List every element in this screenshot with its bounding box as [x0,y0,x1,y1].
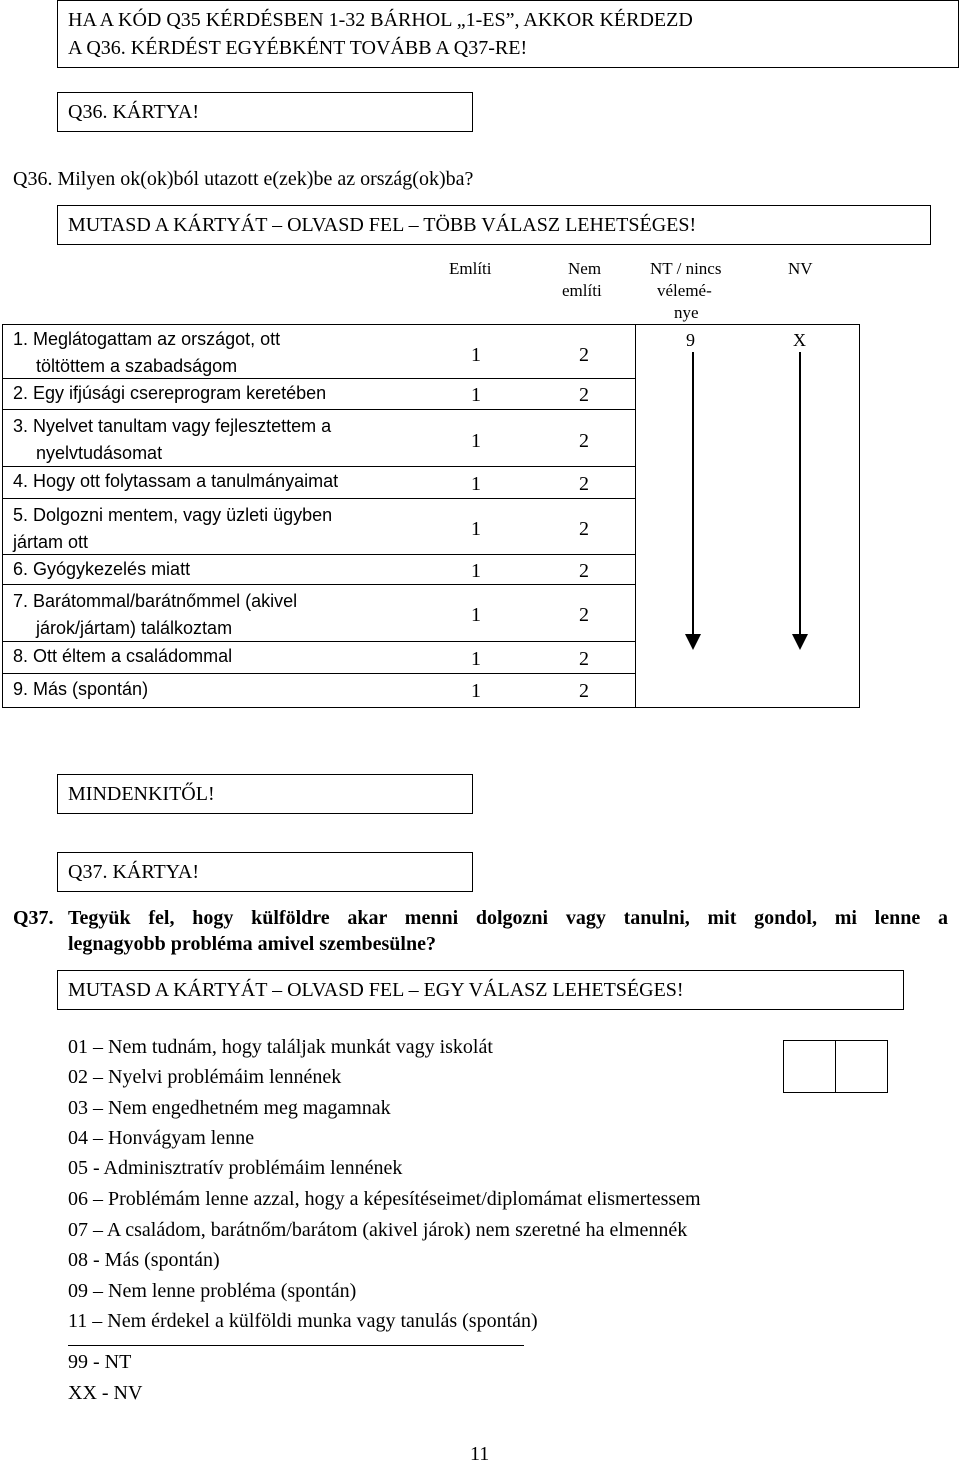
q36-row-3-code-1[interactable]: 1 [471,430,481,452]
q37-option-02: 02 – Nyelvi problémáim lennének [68,1066,342,1088]
q37-option-05: 05 - Adminisztratív problémáim lennének [68,1157,403,1179]
q36-row-5-label-2: jártam ott [13,532,89,552]
q36-row-3-label-1: 3. Nyelvet tanultam vagy fejlesztettem a [13,416,332,436]
q36-row-7-code-2[interactable]: 2 [579,604,589,626]
q36-card-label: Q36. KÁRTYA! [68,101,200,123]
q36-question: Q36. Milyen ok(ok)ból utazott e(zek)be az ország(ok)ba? [13,168,474,190]
page-number: 11 [470,1443,490,1465]
q36-card-box [57,92,473,132]
q37-option-11: 11 – Nem érdekel a külföldi munka vagy tanulás (spontán) [68,1310,538,1332]
q36-row-7-label-1: 7. Barátommal/barátnőmmel (akivel [13,591,298,611]
options-divider [68,1345,524,1346]
q36-row-5-code-2[interactable]: 2 [579,518,589,540]
q37-na: XX - NV [68,1382,143,1404]
instruction-box [57,0,959,68]
header-mentioned: Említi [449,259,492,278]
instruction-line-1: HA A KÓD Q35 KÉRDÉSBEN 1-32 BÁRHOL „1-ES”, AKKOR KÉRDEZD [68,9,693,31]
q37-card-label: Q37. KÁRTYA! [68,861,200,883]
q36-row-4-label-1: 4. Hogy ott folytassam a tanulmányaimat [13,471,339,491]
q36-instruction: MUTASD A KÁRTYÁT – OLVASD FEL – TÖBB VÁLASZ LEHETSÉGES! [68,214,697,236]
everyone-box [57,774,473,814]
q37-card-box [57,852,473,892]
q36-row-7-code-1[interactable]: 1 [471,604,481,626]
q36-row-4-code-1[interactable]: 1 [471,473,481,495]
q36-row-7-label-2: járok/jártam) találkoztam [36,618,233,638]
header-dk-2: vélemé- [657,281,712,300]
q36-row-2-code-2[interactable]: 2 [579,384,589,406]
q36-row-6-label-1: 6. Gyógykezelés miatt [13,559,191,579]
q36-row-6-code-1[interactable]: 1 [471,560,481,582]
q36-row-4-code-2[interactable]: 2 [579,473,589,495]
q37-instruction: MUTASD A KÁRTYÁT – OLVASD FEL – EGY VÁLASZ LEHETSÉGES! [68,979,684,1001]
q36-row-9-label-1: 9. Más (spontán) [13,679,149,699]
q37-option-07: 07 – A családom, barátnőm/barátom (akivel járok) nem szeretné ha elmennék [68,1219,688,1241]
q36-instruction-box [57,205,931,245]
q37-option-03: 03 – Nem engedhetném meg magamnak [68,1097,391,1119]
q37-answer-box-2[interactable] [835,1040,888,1093]
everyone-label: MINDENKITŐL! [68,783,215,805]
q36-row-1-code-1[interactable]: 1 [471,344,481,366]
q36-row-9-code-2[interactable]: 2 [579,680,589,702]
q37-option-08: 08 - Más (spontán) [68,1249,220,1271]
header-not-mentioned-2: említi [562,281,602,300]
q36-row-5-code-1[interactable]: 1 [471,518,481,540]
header-na: NV [788,259,813,278]
q36-row-8-code-1[interactable]: 1 [471,648,481,670]
dk-down-arrow-icon [682,350,704,652]
q37-option-09: 09 – Nem lenne probléma (spontán) [68,1280,357,1302]
q37-answer-box-1[interactable] [783,1040,836,1093]
q37-number: Q37. [13,907,54,929]
header-dk-1: NT / nincs [650,259,722,278]
q36-row-9-code-1[interactable]: 1 [471,680,481,702]
q36-row-5-label-1: 5. Dolgozni mentem, vagy üzleti ügyben [13,505,333,525]
dk-code[interactable]: 9 [686,330,695,350]
q37-dk: 99 - NT [68,1351,132,1373]
q37-question-line-1: Tegyük fel, hogy külföldre akar menni dolgozni vagy tanulni, mit gondol, mi lenne a [68,907,948,929]
q36-row-2-code-1[interactable]: 1 [471,384,481,406]
instruction-line-2: A Q36. KÉRDÉST EGYÉBKÉNT TOVÁBB A Q37-RE! [68,37,528,59]
q36-row-8-label-1: 8. Ott éltem a családommal [13,646,233,666]
q37-option-06: 06 – Problémám lenne azzal, hogy a képesítéseimet/diplomámat elismertessem [68,1188,701,1210]
q36-row-1-code-2[interactable]: 2 [579,344,589,366]
na-down-arrow-icon [789,350,811,652]
q37-option-01: 01 – Nem tudnám, hogy találjak munkát vagy iskolát [68,1036,493,1058]
q36-row-3-code-2[interactable]: 2 [579,430,589,452]
q36-row-1-label-2: töltöttem a szabadságom [36,356,238,376]
q36-row-2-label-1: 2. Egy ifjúsági csereprogram keretében [13,383,327,403]
q37-option-04: 04 – Honvágyam lenne [68,1127,255,1149]
q37-instruction-box [57,970,904,1010]
q36-row-6-code-2[interactable]: 2 [579,560,589,582]
header-not-mentioned-1: Nem [568,259,602,278]
q36-row-8-code-2[interactable]: 2 [579,648,589,670]
q36-row-1-label-1: 1. Meglátogattam az országot, ott [13,329,281,349]
na-code[interactable]: X [793,330,806,350]
header-dk-3: nye [674,303,699,322]
q36-row-3-label-2: nyelvtudásomat [36,443,163,463]
q37-question-line-2: legnagyobb probléma amivel szembesülne? [68,933,436,955]
